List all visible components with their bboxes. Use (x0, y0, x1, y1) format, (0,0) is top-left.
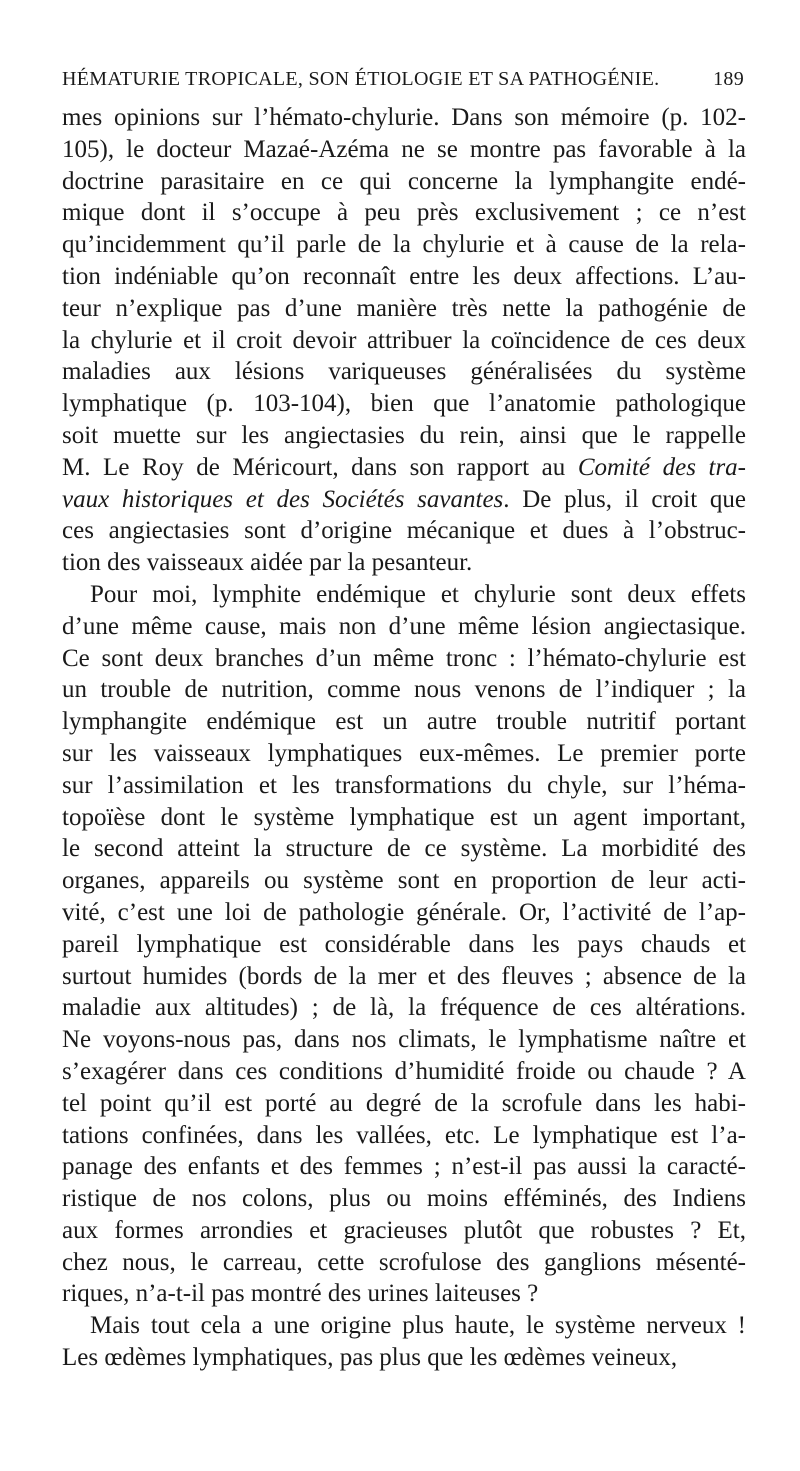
body-text (62, 102, 746, 1374)
text-line: tion indéniable qu’on reconnaît entre les deux affections. L’au- (62, 262, 746, 290)
text-line: Mais tout cela a une origine plus haute, le système nerveux ! (90, 1312, 746, 1340)
text-line: mes opinions sur l’hémato-chylurie. Dans son mémoire (p. 102- (62, 104, 746, 131)
text-line: Ne voyons-nous pas, dans nos climats, le lymphatisme naître et (62, 1026, 746, 1054)
text-line: maladies aux lésions variqueuses généralisées du système (62, 358, 746, 386)
text-line: soit muette sur les angiectasies du rein, ainsi que le rappelle (62, 421, 746, 449)
text-line: M. Le Roy de Méricourt, dans son rapport au Comité des tra- (62, 453, 746, 481)
text-line: vaux historiques et des Sociétés savantes. De plus, il croit que (62, 485, 746, 513)
text-line: d’une même cause, mais non d’une même lésion angiectasique. (62, 612, 746, 640)
text-line: s’exagérer dans ces conditions d’humidité froide ou chaude ? A (62, 1057, 746, 1085)
text-line: un trouble de nutrition, comme nous venons de l’indiquer ; la (62, 676, 746, 704)
text-line: surtout humides (bords de la mer et des fleuves ; absence de la (62, 962, 746, 990)
text-line: doctrine parasitaire en ce qui concerne la lymphangite endé- (62, 167, 746, 195)
text-line: le second atteint la structure de ce système. La morbidité des (62, 835, 746, 863)
text-line: Ce sont deux branches d’un même tronc : l’hémato-chylurie est (62, 644, 746, 672)
text-line: vité, c’est une loi de pathologie générale. Or, l’activité de l’ap- (62, 898, 746, 926)
text-line: la chylurie et il croit devoir attribuer la coïncidence de ces deux (62, 326, 746, 354)
text-line: organes, appareils ou système sont en proportion de leur acti- (62, 867, 746, 895)
text-line: lymphangite endémique est un autre trouble nutritif portant (62, 708, 746, 736)
text-line: ces angiectasies sont d’origine mécanique et dues à l’obstruc- (62, 517, 746, 545)
text-line: sur les vaisseaux lymphatiques eux-mêmes. Le premier porte (62, 739, 746, 767)
text-line: qu’incidemment qu’il parle de la chylurie et à cause de la rela- (62, 231, 746, 259)
text-line: teur n’explique pas d’une manière très nette la pathogénie de (62, 294, 746, 322)
paragraph (62, 1310, 746, 1374)
running-head-title: HÉMATURIE TROPICALE, SON ÉTIOLOGIE ET SA PATHOGÉNIE. (62, 68, 660, 90)
page-number: 189 (713, 68, 744, 90)
text-line: ristique de nos colons, plus ou moins efféminés, des Indiens (62, 1185, 746, 1213)
text-line: riques, n’a-t-il pas montré des urines laiteuses ? (62, 1280, 539, 1308)
text-line: maladie aux altitudes) ; de là, la fréquence de ces altérations. (62, 994, 746, 1022)
text-line: lymphatique (p. 103-104), bien que l’anatomie pathologique (62, 390, 746, 418)
text-line: tations confinées, dans les vallées, etc. Le lymphatique est l’a- (62, 1121, 746, 1149)
text-line: 105), le docteur Mazaé-Azéma ne se montre pas favorable à la (62, 135, 746, 163)
text-line: pareil lymphatique est considérable dans les pays chauds et (62, 930, 746, 958)
paragraph (62, 102, 746, 579)
text-line: mique dont il s’occupe à peu près exclusivement ; ce n’est (62, 199, 746, 227)
text-line: sur l’assimilation et les transformations du chyle, sur l’héma- (62, 771, 746, 799)
text-line: aux formes arrondies et gracieuses plutôt que robustes ? Et, (62, 1216, 746, 1244)
text-line: panage des enfants et des femmes ; n’est-il pas aussi la caracté- (62, 1153, 746, 1181)
text-line: chez nous, le carreau, cette scrofulose des ganglions mésenté- (62, 1248, 746, 1276)
text-line: Pour moi, lymphite endémique et chylurie sont deux effets (90, 580, 746, 608)
running-head (62, 62, 746, 96)
text-line: Les œdèmes lymphatiques, pas plus que les œdèmes veineux, (62, 1344, 678, 1372)
text-line: tel point qu’il est porté au degré de la scrofule dans les habi- (62, 1089, 746, 1117)
book-page (62, 62, 746, 1374)
text-line: tion des vaisseaux aidée par la pesanteur. (62, 549, 473, 577)
text-line: topoïèse dont le système lymphatique est un agent important, (62, 803, 746, 831)
paragraph (62, 579, 746, 1310)
